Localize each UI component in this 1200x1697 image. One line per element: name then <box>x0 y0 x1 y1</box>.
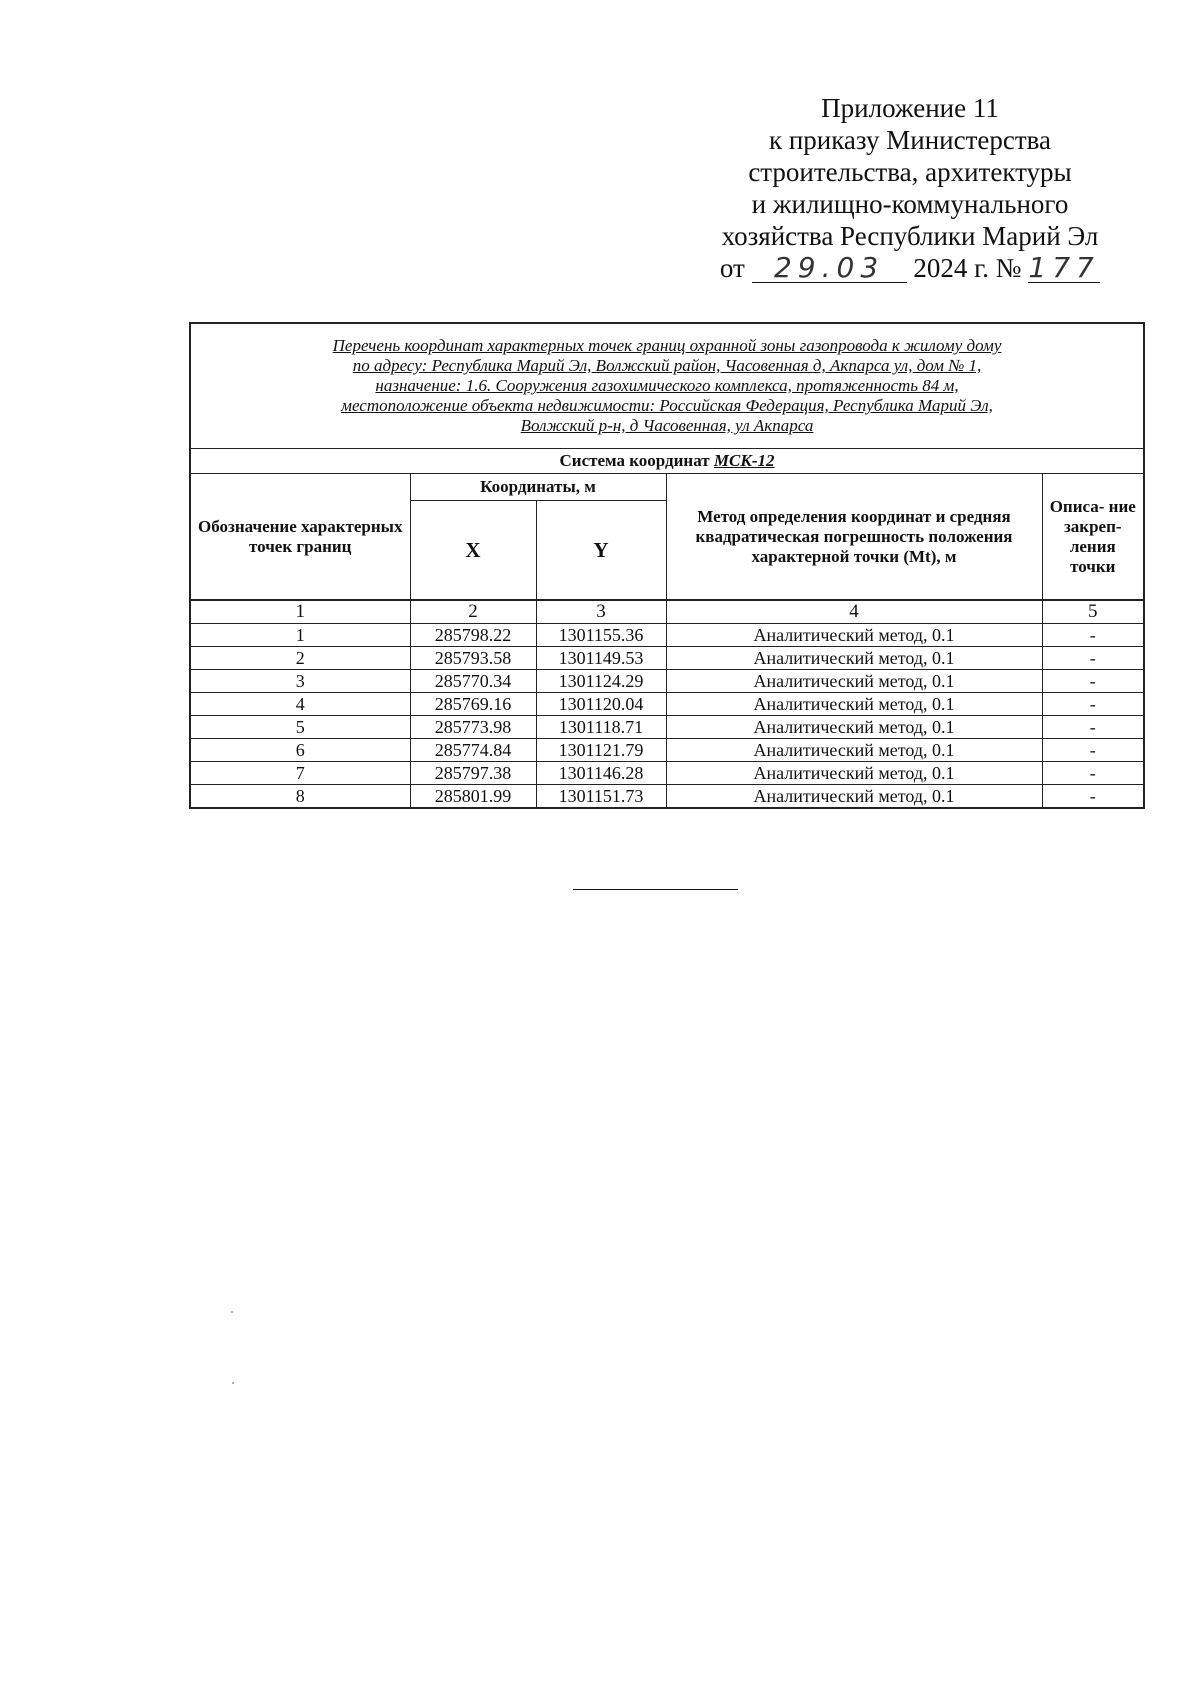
cell-method: Аналитический метод, 0.1 <box>666 647 1042 670</box>
appendix-title: Приложение 11 <box>821 93 999 123</box>
table-title <box>190 323 1144 449</box>
closing-rule <box>573 889 738 890</box>
cell-method: Аналитический метод, 0.1 <box>666 716 1042 739</box>
cell-description: - <box>1042 716 1144 739</box>
appendix-housing-line: и жилищно-коммунального <box>751 189 1069 219</box>
coordinate-system-label: Система координат <box>559 451 710 470</box>
scan-speck <box>232 1382 234 1384</box>
cell-point: 4 <box>190 693 410 716</box>
column-number: 3 <box>536 600 666 624</box>
column-number: 2 <box>410 600 536 624</box>
cell-y: 1301124.29 <box>536 670 666 693</box>
cell-point: 5 <box>190 716 410 739</box>
date-prefix: от <box>719 253 745 283</box>
cell-y: 1301121.79 <box>536 739 666 762</box>
table-row <box>190 739 1144 762</box>
cell-point: 6 <box>190 739 410 762</box>
cell-description: - <box>1042 762 1144 785</box>
scan-speck <box>231 1311 233 1313</box>
cell-x: 285773.98 <box>410 716 536 739</box>
header-x: X <box>410 501 536 601</box>
handwritten-order-number: 177 <box>1028 251 1100 284</box>
cell-point: 1 <box>190 624 410 647</box>
cell-method: Аналитический метод, 0.1 <box>666 785 1042 809</box>
year-and-number-label: 2024 г. № <box>913 253 1022 283</box>
cell-x: 285801.99 <box>410 785 536 809</box>
cell-y: 1301120.04 <box>536 693 666 716</box>
header-point: Обозначение характерных точек границ <box>190 474 410 601</box>
cell-x: 285793.58 <box>410 647 536 670</box>
table-row <box>190 670 1144 693</box>
cell-description: - <box>1042 785 1144 809</box>
column-number: 1 <box>190 600 410 624</box>
coordinate-system <box>190 449 1144 474</box>
coordinates-table <box>189 322 1145 809</box>
cell-description: - <box>1042 739 1144 762</box>
column-number-row <box>190 600 1144 624</box>
cell-y: 1301151.73 <box>536 785 666 809</box>
cell-x: 285798.22 <box>410 624 536 647</box>
column-number: 5 <box>1042 600 1144 624</box>
cell-y: 1301146.28 <box>536 762 666 785</box>
cell-x: 285769.16 <box>410 693 536 716</box>
table-row <box>190 716 1144 739</box>
table-row <box>190 762 1144 785</box>
header-coordinates: Координаты, м <box>410 474 666 501</box>
table-row <box>190 624 1144 647</box>
cell-method: Аналитический метод, 0.1 <box>666 624 1042 647</box>
title-line-3: назначение: 1.6. Сооружения газохимического комплекса, протяженность 84 м, <box>375 376 959 395</box>
cell-y: 1301149.53 <box>536 647 666 670</box>
cell-description: - <box>1042 624 1144 647</box>
cell-point: 3 <box>190 670 410 693</box>
coordinate-system-row <box>190 449 1144 474</box>
cell-method: Аналитический метод, 0.1 <box>666 693 1042 716</box>
header-row-1 <box>190 474 1144 501</box>
appendix-ministry-line: строительства, архитектуры <box>748 157 1072 187</box>
cell-description: - <box>1042 647 1144 670</box>
cell-y: 1301155.36 <box>536 624 666 647</box>
header-method: Метод определения координат и средняя квадратическая погрешность положения характерной точки (Mt), м <box>666 474 1042 601</box>
cell-description: - <box>1042 670 1144 693</box>
appendix-date-line <box>640 252 1180 284</box>
handwritten-date: 29.03 <box>752 254 907 283</box>
title-line-2: по адресу: Республика Марий Эл, Волжский район, Часовенная д, Акпарса ул, дом № 1, <box>352 356 982 375</box>
header-description: Описа- ние закреп- ления точки <box>1042 474 1144 601</box>
title-line-1: Перечень координат характерных точек границ охранной зоны газопровода к жилому дому <box>332 336 1002 355</box>
cell-x: 285770.34 <box>410 670 536 693</box>
appendix-order-line: к приказу Министерства <box>768 125 1052 155</box>
cell-point: 8 <box>190 785 410 809</box>
header-y: Y <box>536 501 666 601</box>
cell-point: 2 <box>190 647 410 670</box>
cell-method: Аналитический метод, 0.1 <box>666 762 1042 785</box>
appendix-header <box>640 92 1180 284</box>
table-title-row <box>190 323 1144 449</box>
title-line-4: местоположение объекта недвижимости: Российская Федерация, Республика Марий Эл, <box>341 396 993 415</box>
cell-x: 285797.38 <box>410 762 536 785</box>
cell-point: 7 <box>190 762 410 785</box>
cell-y: 1301118.71 <box>536 716 666 739</box>
table-row <box>190 647 1144 670</box>
table-row <box>190 785 1144 809</box>
cell-method: Аналитический метод, 0.1 <box>666 670 1042 693</box>
cell-description: - <box>1042 693 1144 716</box>
cell-x: 285774.84 <box>410 739 536 762</box>
column-number: 4 <box>666 600 1042 624</box>
table-row <box>190 693 1144 716</box>
appendix-republic-line: хозяйства Республики Марий Эл <box>721 221 1099 251</box>
title-line-5: Волжский р-н, д Часовенная, ул Акпарса <box>520 416 814 435</box>
coordinate-system-value: МСК-12 <box>713 451 775 470</box>
cell-method: Аналитический метод, 0.1 <box>666 739 1042 762</box>
